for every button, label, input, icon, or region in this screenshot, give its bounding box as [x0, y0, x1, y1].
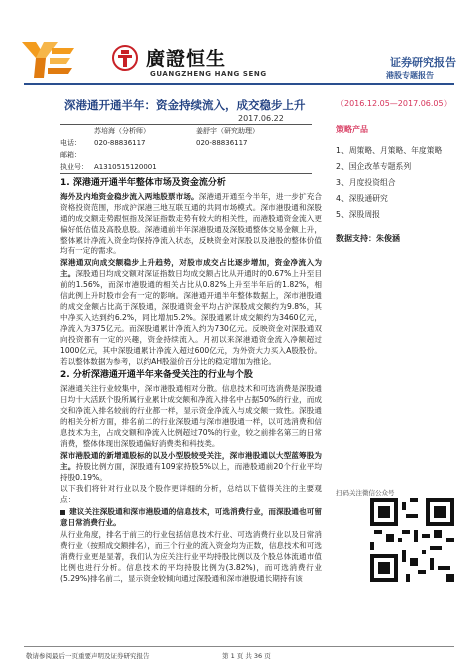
analyst-1-email	[94, 149, 196, 161]
qr-code-icon[interactable]	[370, 498, 454, 582]
sidebar-item: 3、月度投资组合	[336, 178, 396, 187]
analyst-2-license	[196, 161, 308, 173]
bullet-square-icon	[60, 510, 65, 515]
report-period: （2016.12.05—2017.06.05）	[336, 99, 452, 108]
sidebar-item: 1、周策略、月策略、年度策略	[336, 146, 443, 155]
section-2-paragraph-4: 从行业角度，排名于前三的行业包括信息技术行业、可选消费行业以及日常消费行业（按照成交额排名），而三个行业的流入资金均为正数，信息技术和可选消费行业更是显著，我们认为应关注行业平均持股比例以及个股总体流通市值比例也进行分析。信息技术的平均持股比例为(3.82%)，而可选消费行业 (5.29%)排名前二，显示资金较倾向通过深股通和深市港股通长期持有该	[60, 530, 322, 583]
sidebar	[336, 124, 464, 497]
sidebar-heading: 策略产品	[336, 125, 368, 134]
analyst-1-license: A1310515120001	[94, 163, 157, 171]
email-label: 邮箱：	[60, 151, 81, 159]
report-subtype-label: 港股专题报告	[386, 71, 434, 80]
brand-name: 廣證恒生	[146, 48, 227, 70]
report-body	[60, 178, 322, 586]
analyst-info	[60, 124, 312, 174]
analyst-email-row	[60, 149, 312, 161]
section-1-text-2: 深股通日均成交额对深证指数日均成交额占比从开通时的0.67%上升至目前的1.56%，而深市港股通的相关占比从0.82%上升至半年后的1.82%，相信此例上升时股市会有一定的影响。深港通开通半年整体数据上，深市港股通的成交金额占比高于深股通，深股通资金平均占沪深股成交额约为9.8%，其中净买入达到约6.2%，同比增加5.2%。深股通累计成交额约为3460亿元，净流入为375亿元。而深股通累计净流入约为730亿元。反映资金对深股通双向投资都有一定的兴趣，资金持续流入。月初以来深港通资金流入净额超过1000亿元，其中深股通累计净流入超过600亿元，为外资大力买入A股股份。若以整体数据为参考，以约AH股溢价百分比的稳定增加为推论。	[60, 269, 323, 366]
analyst-2-phone: 020-88836117	[196, 139, 248, 147]
section-1-paragraph-1	[60, 192, 322, 257]
section-1-lead-2: 深港通双向成交额稳步上升趋势，对股市成交占比逐步增加，资金净流入为主。	[60, 258, 322, 279]
report-date: 2017.06.22	[238, 114, 284, 123]
analyst-license-row	[60, 161, 312, 173]
report-title: 深港通开通半年：资金持续流入，成交稳步上升	[64, 98, 306, 112]
section-1-text-1: 深港通开通至今半年，进一步扩充合资格投资范围，形成沪深港三地互联互通的共同市场模式。深市港股通和深股通的成交额走势跟恒指及深证指数走势有较大的相关性，而港股通资金流入更偏好低估值及高股息股。深港通前半年深港股通及深股通整体交易金额上升，整体累计净流入资金均保持净流入状态，反映资金对深股以及港股的整体价值均有一定的需求。	[60, 191, 322, 256]
section-2-paragraph-3: 以下我们将针对行业以及个股作更详细的分析，总结以下值得关注的主要观点：	[60, 484, 322, 505]
page-number: 第 1 页 共 36 页	[222, 652, 271, 660]
section-2-bullet-text: 建议关注深股通和深市港股通的信息技术，可选消费行业，而深股通也可留意日常消费行业。	[60, 507, 322, 528]
license-label: 执业号：	[60, 163, 88, 171]
analyst-name-2: 姜舒宇（研究助理）	[196, 127, 259, 135]
analyst-1-phone: 020-88836117	[94, 139, 146, 147]
sidebar-item: 5、深股周报	[336, 210, 380, 219]
section-2-bullet	[60, 507, 322, 529]
report-header	[0, 0, 474, 86]
report-type-label: 证券研究报告	[390, 56, 456, 69]
section-1-heading: 1. 深港通开通半年整体市场及资金流分析	[60, 178, 226, 188]
section-2-text-1: 深港通关注行业较集中，深市港股通相对分散。信息技术和可选消费是深股通日均十大活跃个股所属行业累计成交额和净流入排名中占据50%的行业，而成交和净流入排名较前的行业都一样，显示资金净流入与成交额一致性。深股通的相关分析方面，排名前二的行业深股通与深市港股通一样，以可选消费和信息技术为主，占成交额和净流入比例超过70%的行业，较之前排名第三的日常消费，整体体现出深股通偏好消费类和科技类。	[60, 384, 322, 448]
footer-divider	[24, 646, 454, 647]
brand-seal-icon	[112, 44, 138, 72]
qr-caption: 扫码关注微信公众号	[336, 489, 395, 497]
analyst-names-row	[60, 125, 312, 137]
section-2-paragraph-2	[60, 451, 322, 484]
section-2-heading: 2. 分析深港通开通半年来备受关注的行业与个股	[60, 370, 253, 381]
brand-name-english: GUANGZHENG HANG SENG	[150, 70, 267, 78]
analyst-2-email	[196, 149, 308, 161]
section-2-text-2: 持股比例方面，深股通有109家持股5%以上，而港股通前20个行业平均持股0.19%。	[60, 461, 323, 482]
footer-disclaimer: 敬请参阅最后一页重要声明及证券研究报告	[26, 652, 150, 660]
sidebar-item: 4、深股通研究	[336, 194, 388, 203]
data-support-credit: 数据支持：朱俊涵	[336, 234, 400, 243]
analyst-phone-row	[60, 137, 312, 149]
sidebar-item: 2、国企改革专题系列	[336, 162, 412, 171]
header-divider	[24, 83, 454, 85]
section-1-lead: 海外及内地资金稳步流入两地股票市场。	[60, 191, 199, 201]
section-2-paragraph-1	[60, 384, 322, 449]
brand-ye-logo-icon	[22, 40, 74, 80]
section-1-paragraph-2	[60, 258, 322, 367]
analyst-name-1: 苏培海（分析师）	[94, 127, 150, 135]
sidebar-product-list	[336, 143, 464, 223]
phone-label: 电话：	[60, 139, 81, 147]
section-2-lead-2: 深市港股通的新增通股标的以及小型股较受关注，深市港股通以大型蓝筹股为主。	[60, 450, 322, 471]
